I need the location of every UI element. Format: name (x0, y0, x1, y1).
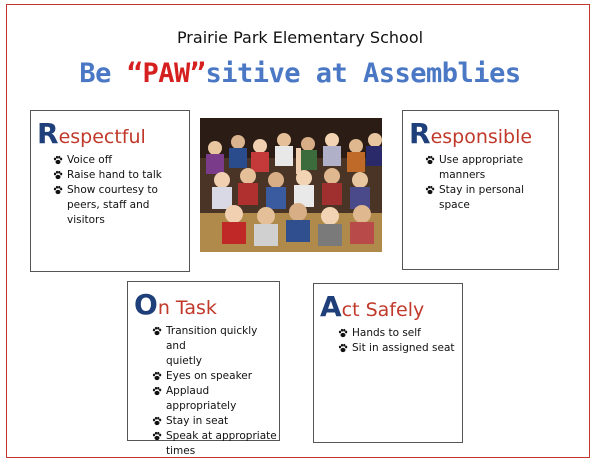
list-item: Stay in personal space (425, 183, 558, 213)
list-item: Use appropriate (425, 153, 558, 168)
student-assembly-photo (200, 118, 382, 252)
list-item: Sit in assigned seat (338, 341, 455, 356)
list-item: Stay in seat (152, 414, 279, 429)
on-task-initial: O (134, 288, 158, 321)
on-task-heading (134, 288, 217, 321)
on-task-list (152, 324, 279, 459)
motto-prefix: Be (79, 58, 127, 89)
list-item: Voice off (53, 153, 162, 168)
on-task-rest: n Task (157, 297, 217, 319)
act-safely-rest: ct Safely (341, 299, 425, 321)
list-item: Show courtesy to (53, 183, 162, 198)
paw-print-icon (338, 328, 348, 338)
act-safely-list (338, 326, 455, 356)
list-item-continued: peers, staff and (67, 199, 150, 211)
paw-print-icon (152, 371, 162, 381)
paw-print-icon (152, 416, 162, 426)
responsible-heading (409, 117, 532, 150)
paw-print-icon (53, 155, 63, 165)
on-task-card (127, 281, 280, 457)
school-name: Prairie Park Elementary School (176, 28, 424, 47)
respectful-rest: espectful (58, 126, 146, 148)
paw-print-icon (53, 170, 63, 180)
responsible-list (425, 153, 558, 213)
motto-paw: “PAW” (126, 58, 206, 89)
responsible-initial: R (409, 117, 431, 150)
paw-print-icon (53, 185, 63, 195)
paw-print-icon (152, 431, 162, 441)
paw-print-icon (338, 343, 348, 353)
list-item: Applaud appropriately (152, 384, 279, 414)
list-item: Transition quickly and (152, 324, 279, 354)
list-item: Raise hand to talk (53, 168, 162, 183)
list-item-continued: times (166, 445, 196, 457)
paw-print-icon (425, 185, 435, 195)
responsible-card (402, 110, 559, 270)
paw-print-icon (425, 155, 435, 165)
list-item-continued: manners (439, 169, 486, 181)
list-item: Hands to self (338, 326, 455, 341)
list-item: Speak at appropriate (152, 429, 279, 444)
paw-print-icon (152, 326, 162, 336)
list-item-continued: quietly (166, 355, 202, 367)
list-item: Eyes on speaker (152, 369, 279, 384)
responsible-rest: esponsible (430, 126, 533, 148)
act-safely-card (313, 283, 463, 443)
respectful-card (30, 110, 190, 272)
respectful-list (53, 153, 162, 228)
motto-title (0, 58, 600, 89)
list-item-continued: visitors (67, 214, 105, 226)
respectful-heading (37, 117, 146, 150)
paw-print-icon (152, 386, 162, 396)
act-safely-heading (320, 290, 424, 323)
motto-suffix: sitive at Assemblies (205, 58, 521, 89)
respectful-initial: R (37, 117, 59, 150)
act-safely-initial: A (320, 290, 342, 323)
